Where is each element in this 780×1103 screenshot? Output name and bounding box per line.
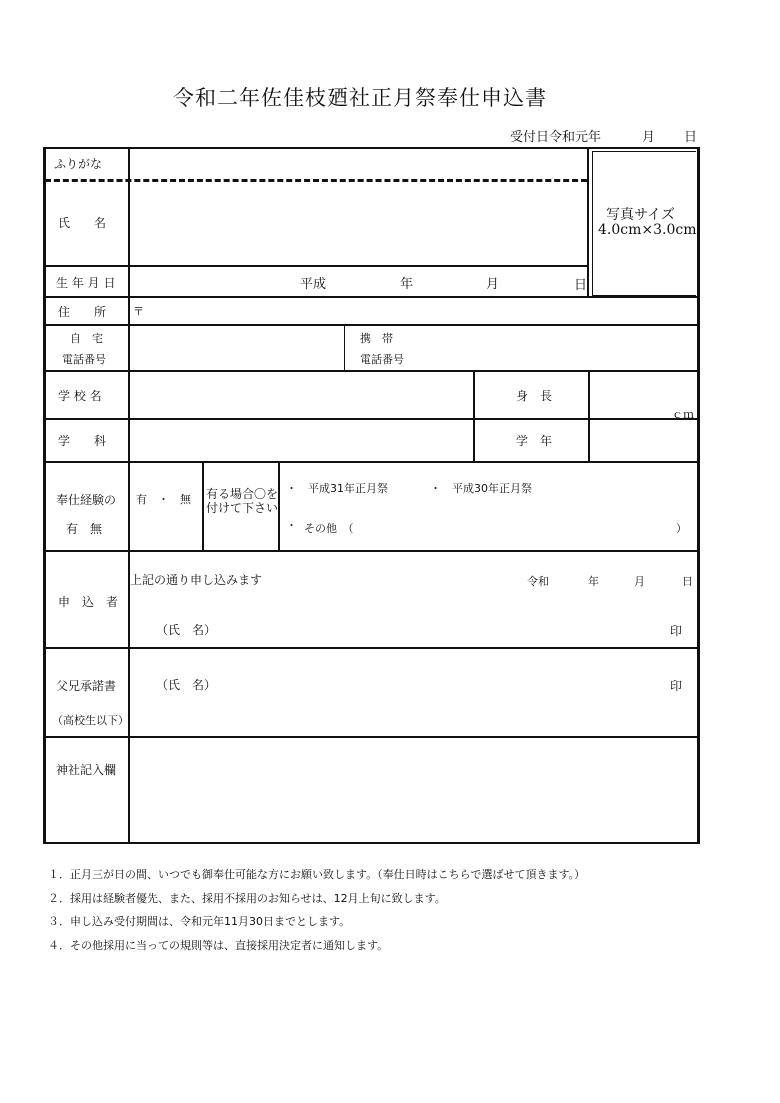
experience-divider-2	[278, 461, 280, 552]
phone-column-divider	[344, 324, 345, 372]
if-yes-instruction-2: 付けて下さい	[206, 501, 279, 515]
note-3: ３．申し込み受付期間は、令和元年11月30日までとします。	[48, 915, 351, 928]
guardian-label-1: 父兄承諾書	[56, 679, 117, 693]
row-line-guardian-bottom	[43, 736, 700, 738]
form-border-bottom	[43, 842, 700, 844]
label-column-divider	[128, 147, 130, 844]
receipt-label: 受付日令和元年	[510, 130, 602, 145]
height-input[interactable]	[592, 373, 695, 403]
experience-yes-no[interactable]: 有 ・ 無	[136, 493, 191, 506]
shrine-use-label: 神社記入欄	[56, 763, 117, 777]
experience-divider-1	[202, 461, 204, 552]
note-2: ２．採用は経験者優先、また、採用不採用のお知らせは、12月上旬に致します。	[48, 892, 446, 905]
row-line-phone-bottom	[43, 370, 700, 372]
department-label: 学 科	[58, 434, 107, 448]
receipt-month: 月	[642, 130, 656, 145]
postal-mark: 〒	[133, 305, 144, 318]
form-border-top	[43, 147, 588, 149]
mobile-phone-label-1: 携 帯	[360, 332, 393, 345]
applicant-statement: 上記の通り申し込みます	[130, 573, 263, 587]
furigana-dashed-separator	[45, 179, 587, 182]
note-4: ４．その他採用に当っての規則等は、直接採用決定者に通知します。	[48, 939, 389, 952]
note-1: １．正月三が日の間、いつでも御奉仕可能な方にお願い致します。（奉仕日時はこちらで選ばせて頂きます。）	[48, 868, 586, 881]
photo-box-left-outer	[587, 147, 589, 297]
guardian-seal: 印	[670, 679, 683, 693]
home-phone-label-1: 自 宅	[70, 332, 103, 345]
birth-day: 日	[574, 278, 588, 293]
home-phone-input[interactable]	[131, 327, 342, 369]
home-phone-label-2: 電話番号	[62, 353, 106, 366]
birth-month: 月	[486, 277, 500, 292]
row-line-applicant-bottom	[43, 647, 700, 649]
photo-box-top-inner	[592, 151, 696, 152]
furigana-label: ふりがな	[54, 157, 103, 171]
height-label: 身 長	[516, 389, 553, 403]
form-border-right	[697, 147, 700, 844]
applicant-day: 日	[682, 575, 693, 588]
page-title: 令和二年佐佳枝廼社正月祭奉仕申込書	[173, 86, 547, 110]
mobile-phone-input[interactable]	[420, 327, 695, 369]
furigana-input[interactable]	[131, 150, 585, 177]
experience-label-2: 有 無	[66, 522, 103, 536]
row-line-department-bottom	[43, 461, 700, 463]
option-other-label[interactable]: その他 （	[304, 522, 354, 535]
school-label: 学 校 名	[58, 389, 102, 403]
row-line-name-bottom	[43, 265, 588, 267]
applicant-name-label: （氏 名）	[156, 623, 217, 637]
experience-label-1: 奉仕経験の	[56, 493, 117, 507]
applicant-month: 月	[634, 575, 645, 588]
birth-year: 年	[400, 277, 414, 292]
photo-box-left-inner	[592, 151, 593, 296]
photo-size-label: 写真サイズ	[606, 207, 675, 223]
if-yes-instruction-1: 有る場合〇を	[206, 487, 279, 501]
option-other-bullet: ・	[286, 519, 297, 532]
option-heisei31[interactable]: ・ 平成31年正月祭	[286, 482, 388, 495]
height-unit: ｃｍ	[672, 408, 694, 421]
grade-input[interactable]	[592, 421, 695, 459]
mobile-phone-label-2: 電話番号	[360, 353, 404, 366]
height-column-divider	[588, 370, 590, 463]
row-line-school-bottom	[43, 418, 700, 420]
other-experience-input[interactable]	[370, 516, 670, 538]
address-label: 住 所	[58, 305, 107, 319]
receipt-day: 日	[684, 130, 698, 145]
photo-box-top	[588, 147, 700, 149]
name-label: 氏 名	[58, 216, 107, 230]
option-heisei30[interactable]: ・ 平成30年正月祭	[430, 482, 532, 495]
applicant-label: 申 込 者	[58, 595, 119, 609]
applicant-year: 年	[588, 575, 599, 588]
birth-era: 平成	[300, 277, 327, 292]
option-other-close: ）	[676, 522, 687, 535]
form-border-left	[43, 147, 46, 844]
school-column-divider	[473, 370, 475, 463]
row-line-experience-bottom	[43, 550, 700, 552]
guardian-name-label: （氏 名）	[156, 678, 217, 692]
address-input[interactable]	[145, 299, 695, 323]
name-input[interactable]	[131, 183, 585, 263]
department-input[interactable]	[131, 421, 471, 459]
birthdate-label: 生 年 月 日	[56, 276, 116, 290]
applicant-seal: 印	[670, 624, 683, 638]
row-line-birth-bottom	[43, 296, 700, 298]
shrine-use-area	[131, 739, 695, 840]
row-line-address-bottom	[43, 324, 700, 326]
guardian-label-2: （高校生以下）	[52, 714, 129, 727]
applicant-era: 令和	[527, 575, 549, 588]
photo-size-value: 4.0cm×3.0cm	[598, 222, 697, 238]
school-input[interactable]	[131, 373, 471, 417]
grade-label: 学 年	[516, 434, 553, 448]
